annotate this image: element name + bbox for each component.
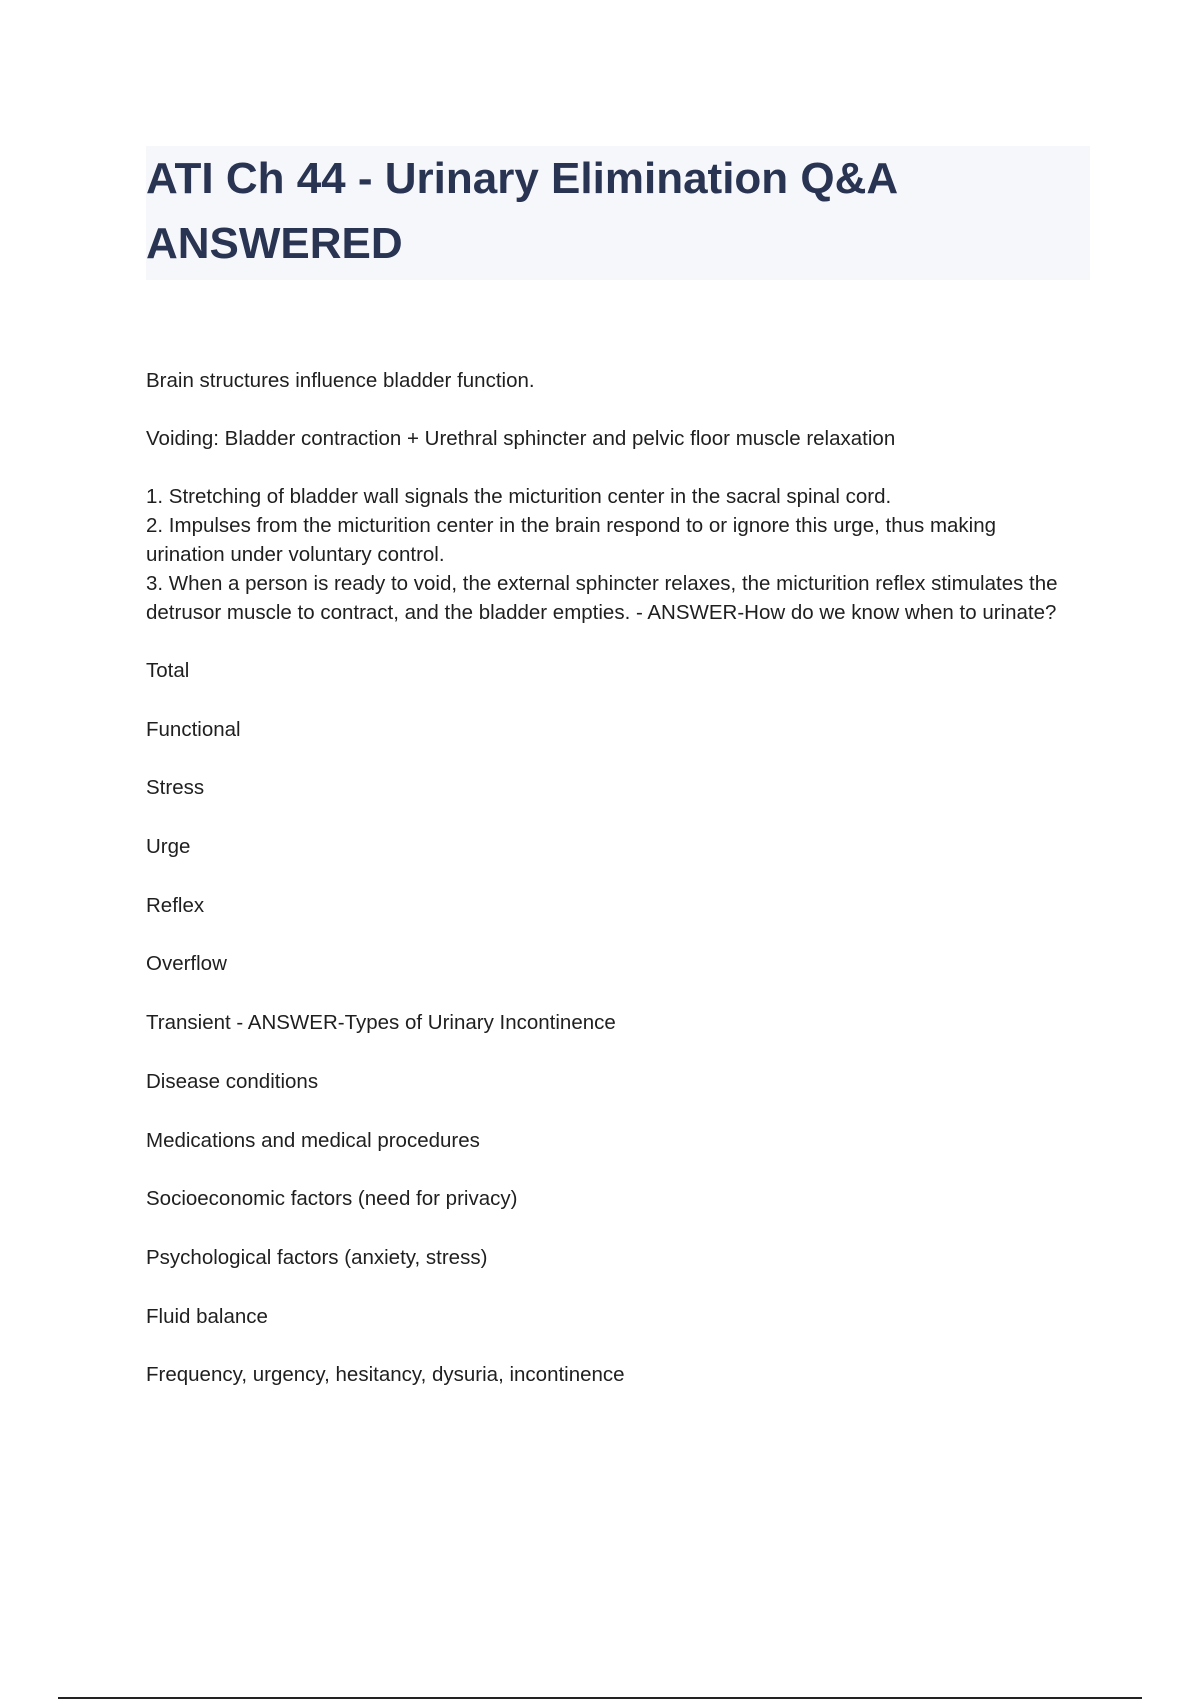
list-item-reflex: Reflex xyxy=(146,893,205,917)
list-item-disease-conditions: Disease conditions xyxy=(146,1069,319,1093)
list-item-medications: Medications and medical procedures xyxy=(146,1128,480,1152)
list-item-stress: Stress xyxy=(146,776,205,800)
list-item-transient: Transient - ANSWER-Types of Urinary Incontinence xyxy=(146,1011,616,1035)
title-banner xyxy=(146,146,1090,280)
page-title xyxy=(146,146,1090,276)
list-item-psychological: Psychological factors (anxiety, stress) xyxy=(146,1245,488,1269)
list-item-total: Total xyxy=(146,659,190,682)
title-line-2: ANSWERED xyxy=(146,219,403,268)
list-item-fluid-balance: Fluid balance xyxy=(146,1304,268,1328)
steps-block xyxy=(146,482,1076,627)
voiding-text: Voiding: Bladder contraction + Urethral sphincter and pelvic floor muscle relaxation xyxy=(146,427,896,450)
step-2: 2. Impulses from the micturition center in the brain respond to or ignore this urge, thus making urination under voluntary control. xyxy=(146,514,997,566)
step-1: 1. Stretching of bladder wall signals the micturition center in the sacral spinal cord. xyxy=(146,485,892,508)
document-body xyxy=(146,366,1076,1419)
list-item-socioeconomic: Socioeconomic factors (need for privacy) xyxy=(146,1187,518,1211)
intro-text: Brain structures influence bladder function. xyxy=(146,369,535,392)
footer-divider xyxy=(58,1697,1142,1699)
list-item-overflow: Overflow xyxy=(146,952,227,976)
list-item-urge: Urge xyxy=(146,835,191,859)
title-line-1: ATI Ch 44 - Urinary Elimination Q&A xyxy=(146,154,899,203)
step-3: 3. When a person is ready to void, the external sphincter relaxes, the micturition reflex stimulates the detrusor muscle to contract, and the bladder empties. - ANSWER-How do we know when to urinate? xyxy=(146,572,1058,624)
list-item-functional: Functional xyxy=(146,717,241,741)
list-item-symptoms: Frequency, urgency, hesitancy, dysuria, incontinence xyxy=(146,1363,625,1387)
